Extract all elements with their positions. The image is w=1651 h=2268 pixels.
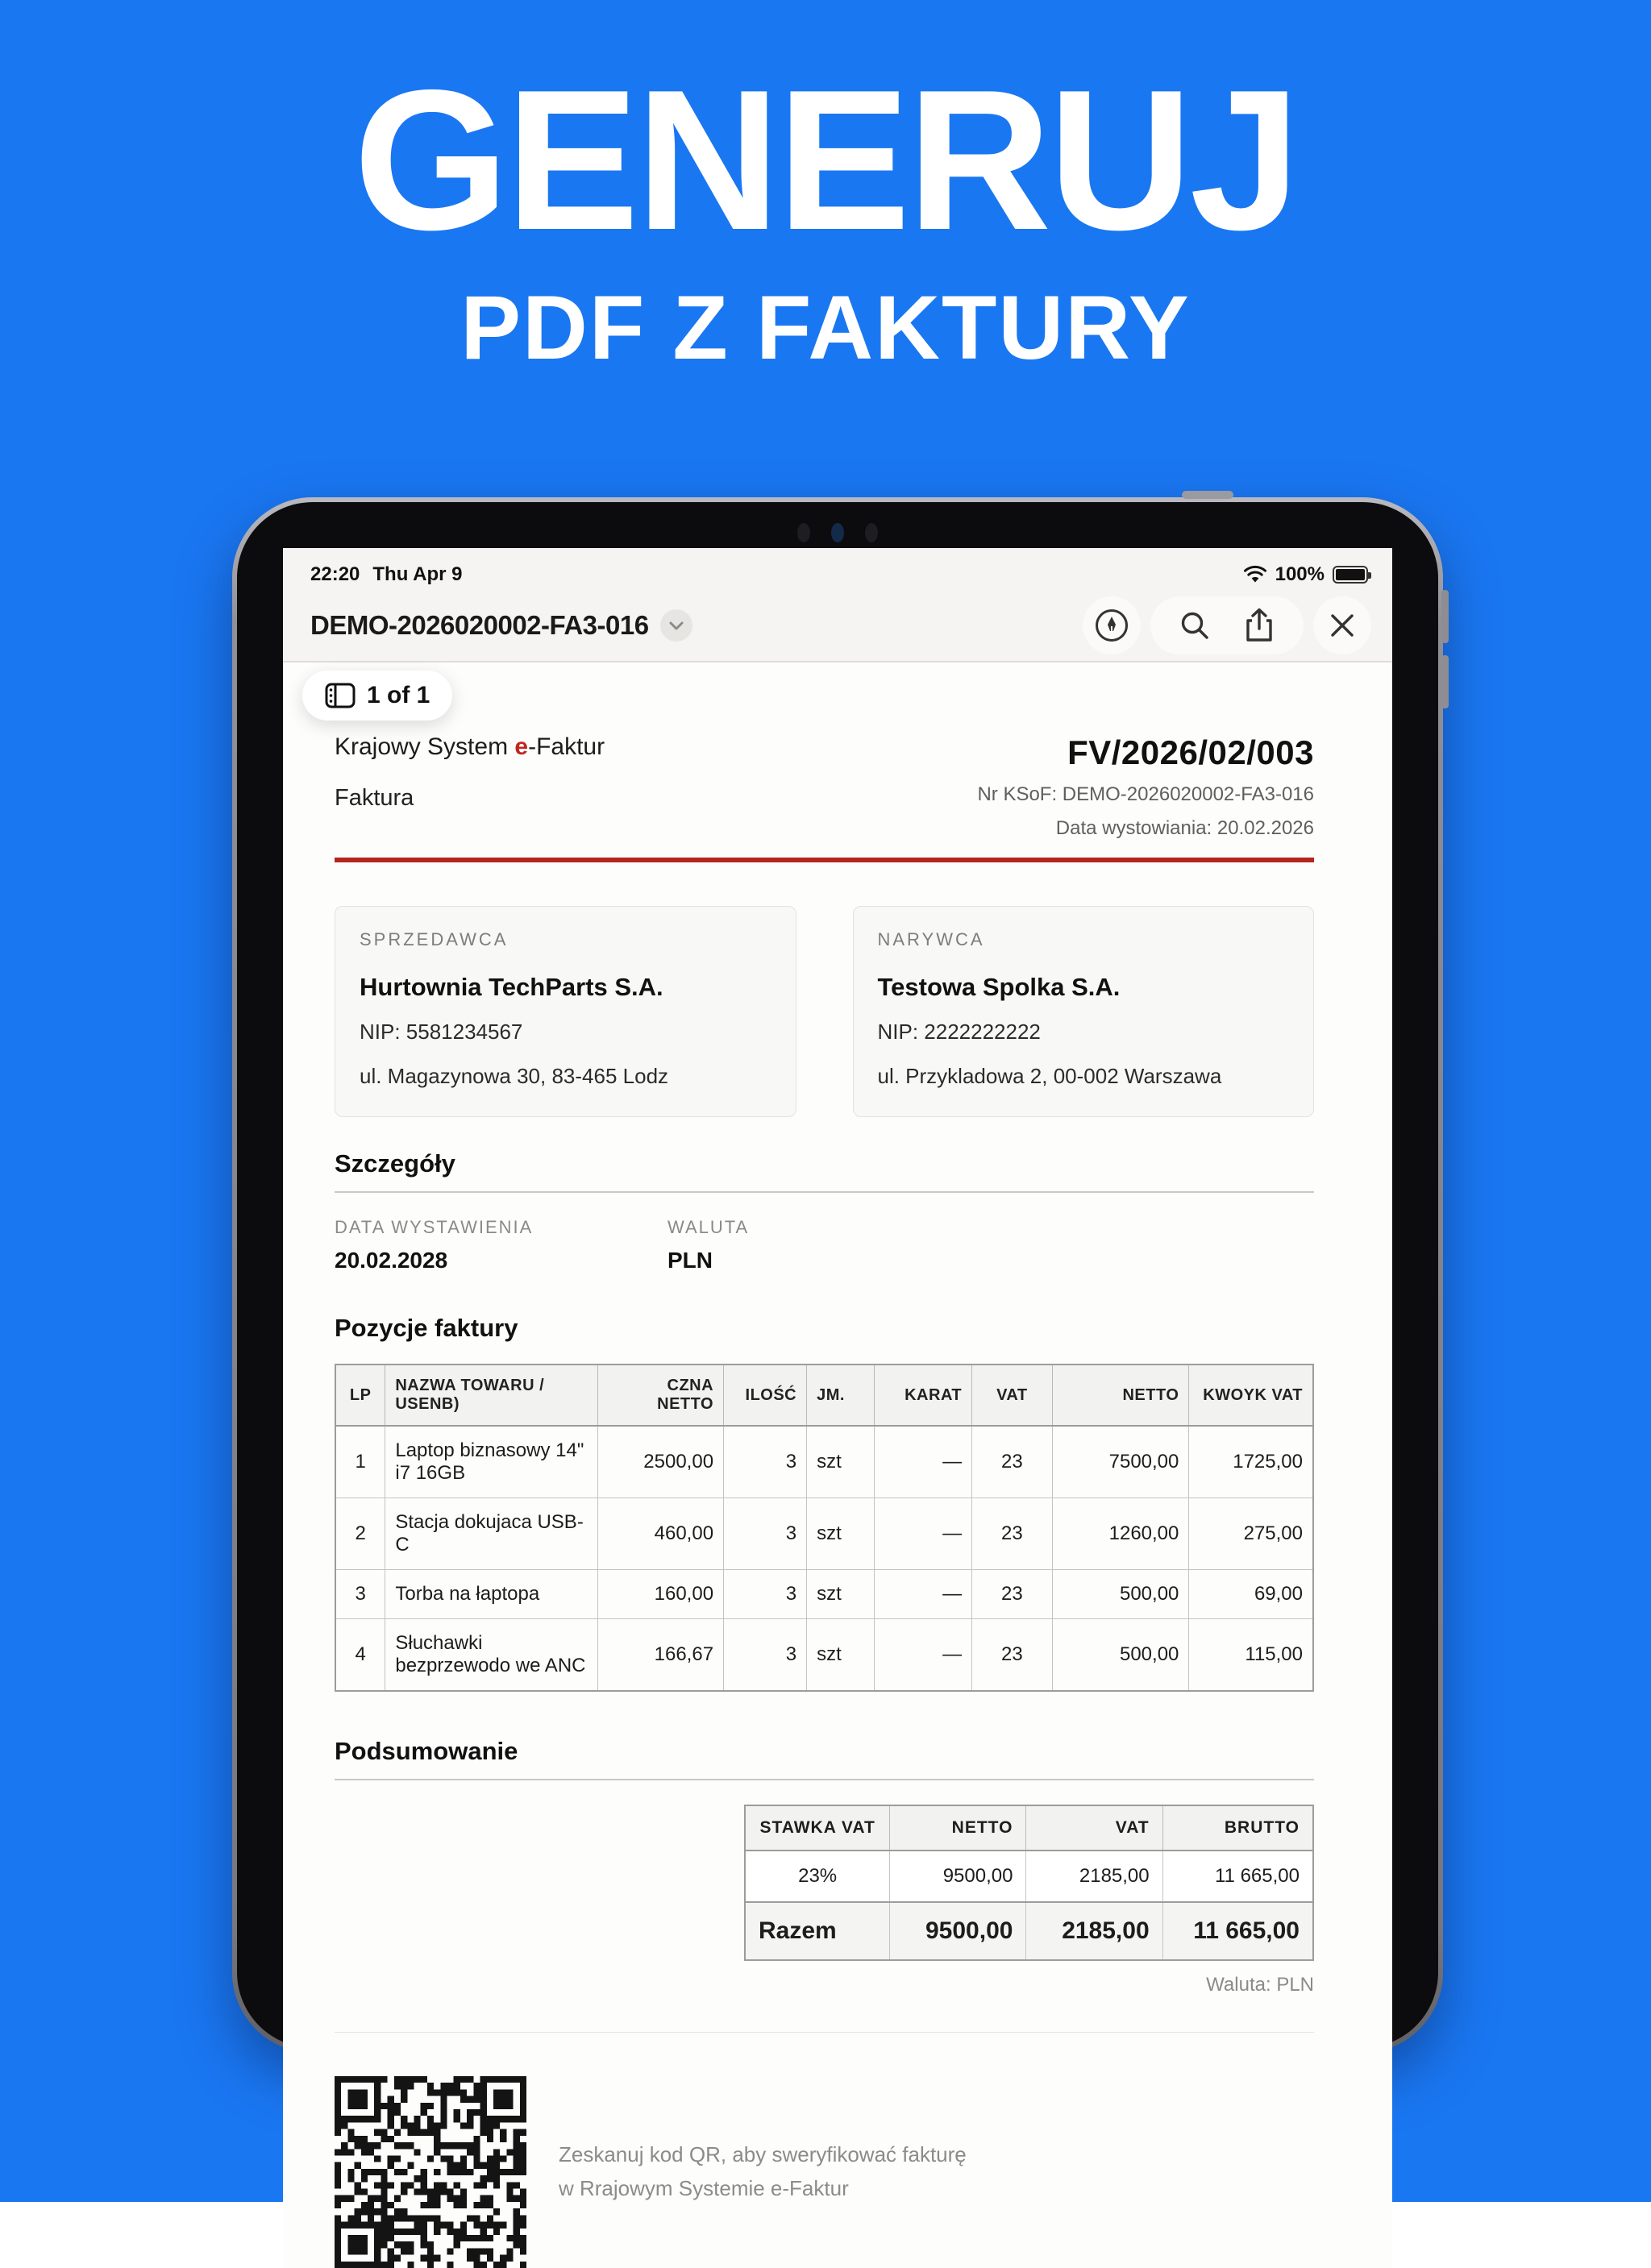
front-camera bbox=[797, 523, 878, 542]
qr-section bbox=[335, 2076, 1314, 2268]
invoice-header bbox=[335, 733, 1314, 840]
buyer-address: ul. Przykladowa 2, 00-002 Warszawa bbox=[877, 1064, 1222, 1088]
buyer-box bbox=[853, 906, 1315, 1117]
hero-title: GENERUJ bbox=[353, 48, 1298, 272]
qr-code bbox=[335, 2076, 526, 2268]
clock-date: Thu Apr 9 bbox=[372, 563, 463, 585]
ksef-system-name: Krajowy System e-Faktur bbox=[335, 733, 605, 760]
invoice-header-right bbox=[977, 733, 1314, 840]
seller-box bbox=[335, 906, 796, 1117]
tablet-screen bbox=[283, 548, 1392, 2200]
ksef-reference: Nr KSoF: DEMO-2026020002-FA3-016 bbox=[977, 783, 1314, 805]
wifi-icon bbox=[1243, 565, 1267, 584]
viewer-toolbar bbox=[283, 590, 1392, 663]
battery-icon bbox=[1333, 566, 1368, 584]
buyer-nip: NIP: 2222222222 bbox=[877, 1020, 1041, 1044]
search-share-group bbox=[1150, 596, 1304, 654]
summary-total-row: Razem 9500,00 2185,00 11 665,00 bbox=[745, 1902, 1313, 1960]
summary-vat-row: 23% 9500,00 2185,00 11 665,00 bbox=[745, 1851, 1313, 1902]
status-left bbox=[310, 563, 463, 586]
line-items-section bbox=[335, 1314, 1314, 1692]
power-button bbox=[1182, 491, 1233, 499]
status-bar bbox=[283, 548, 1392, 590]
invoice-header-left bbox=[335, 733, 605, 840]
page-indicator[interactable] bbox=[302, 671, 452, 721]
share-button[interactable] bbox=[1242, 607, 1276, 644]
summary-section bbox=[335, 1737, 1314, 1996]
seller-nip: NIP: 5581234567 bbox=[360, 1020, 523, 1044]
section-divider bbox=[335, 1191, 1314, 1193]
clock-time: 22:20 bbox=[310, 563, 360, 585]
currency-detail: WALUTA PLN bbox=[667, 1217, 750, 1273]
document-title-menu[interactable] bbox=[310, 609, 692, 642]
red-divider bbox=[335, 858, 1314, 862]
qr-caption: Zeskanuj kod QR, aby sweryfikować fakturę w Rrajowym Systemie e-Faktur bbox=[559, 2142, 967, 2200]
camera-dot-icon bbox=[797, 523, 810, 542]
hero-subtitle: PDF Z FAKTURY bbox=[460, 276, 1191, 378]
toolbar-buttons bbox=[1083, 596, 1371, 654]
camera-dot-icon bbox=[865, 523, 878, 542]
page-indicator-label: 1 of 1 bbox=[367, 682, 430, 708]
document-title: DEMO-2026020002-FA3-016 bbox=[310, 610, 649, 640]
seller-name: Hurtownia TechParts S.A. bbox=[360, 973, 663, 1001]
pdf-page bbox=[283, 663, 1392, 2268]
table-row: 2 Stacja dokujaca USB-C 460,00 3 szt — 23 1260,00 275,00 bbox=[335, 1498, 1313, 1570]
share-icon bbox=[1242, 607, 1276, 644]
search-button[interactable] bbox=[1178, 609, 1212, 642]
buyer-label: NARYWCA bbox=[877, 929, 985, 949]
items-header-row: LP NAZWA TOWARU / USENB) CZNA NETTO ILOŚĆ JM. KARAT VAT NETTO KWOYK VAT bbox=[335, 1365, 1313, 1426]
close-icon bbox=[1328, 611, 1357, 640]
invoice-number: FV/2026/02/003 bbox=[1067, 733, 1314, 771]
pages-icon bbox=[325, 683, 356, 708]
table-row: 1 Laptop biznasowy 14" i7 16GB 2500,00 3 szt — 23 7500,00 1725,00 bbox=[335, 1426, 1313, 1498]
seller-address: ul. Magazynowa 30, 83-465 Lodz bbox=[360, 1064, 669, 1088]
buyer-name: Testowa Spolka S.A. bbox=[877, 973, 1121, 1001]
issue-date-detail: DATA WYSTAWIENIA 20.02.2028 bbox=[335, 1217, 534, 1273]
currency-note: Waluta: PLN bbox=[1206, 1974, 1314, 1996]
details-section bbox=[335, 1149, 1314, 1273]
items-table bbox=[335, 1364, 1314, 1692]
summary-header-row: STAWKA VAT NETTO VAT BRUTTO bbox=[745, 1805, 1313, 1851]
footer-divider bbox=[335, 2032, 1314, 2033]
volume-down-button bbox=[1441, 655, 1449, 708]
seller-label: SPRZEDAWCA bbox=[360, 929, 509, 949]
table-row: 4 Słuchawki bezprzewodo we ANC 166,67 3 szt — 23 500,00 115,00 bbox=[335, 1619, 1313, 1692]
e-letter-accent: e bbox=[514, 733, 529, 760]
summary-table bbox=[744, 1805, 1314, 1961]
issue-date-line: Data wystowiania: 20.02.2026 bbox=[1055, 817, 1314, 839]
volume-up-button bbox=[1441, 590, 1449, 643]
table-row: 3 Torba na łaptopa 160,00 3 szt — 23 500,00 69,00 bbox=[335, 1570, 1313, 1619]
document-type-label: Faktura bbox=[335, 785, 414, 811]
markup-pen-icon bbox=[1093, 607, 1130, 644]
battery-percent: 100% bbox=[1275, 563, 1325, 585]
close-button[interactable] bbox=[1313, 596, 1371, 654]
status-right bbox=[1243, 563, 1368, 586]
search-icon bbox=[1178, 609, 1212, 642]
parties-section bbox=[335, 906, 1314, 1117]
camera-lens-icon bbox=[831, 523, 844, 542]
hero-banner bbox=[0, 48, 1651, 380]
tablet-bezel bbox=[237, 502, 1438, 2200]
summary-heading: Podsumowanie bbox=[335, 1737, 518, 1765]
tablet-device bbox=[232, 497, 1443, 2200]
chevron-down-icon[interactable] bbox=[660, 609, 692, 642]
section-divider bbox=[335, 1779, 1314, 1780]
items-heading: Pozycje faktury bbox=[335, 1314, 518, 1342]
markup-button[interactable] bbox=[1083, 596, 1141, 654]
details-heading: Szczegóły bbox=[335, 1149, 455, 1178]
